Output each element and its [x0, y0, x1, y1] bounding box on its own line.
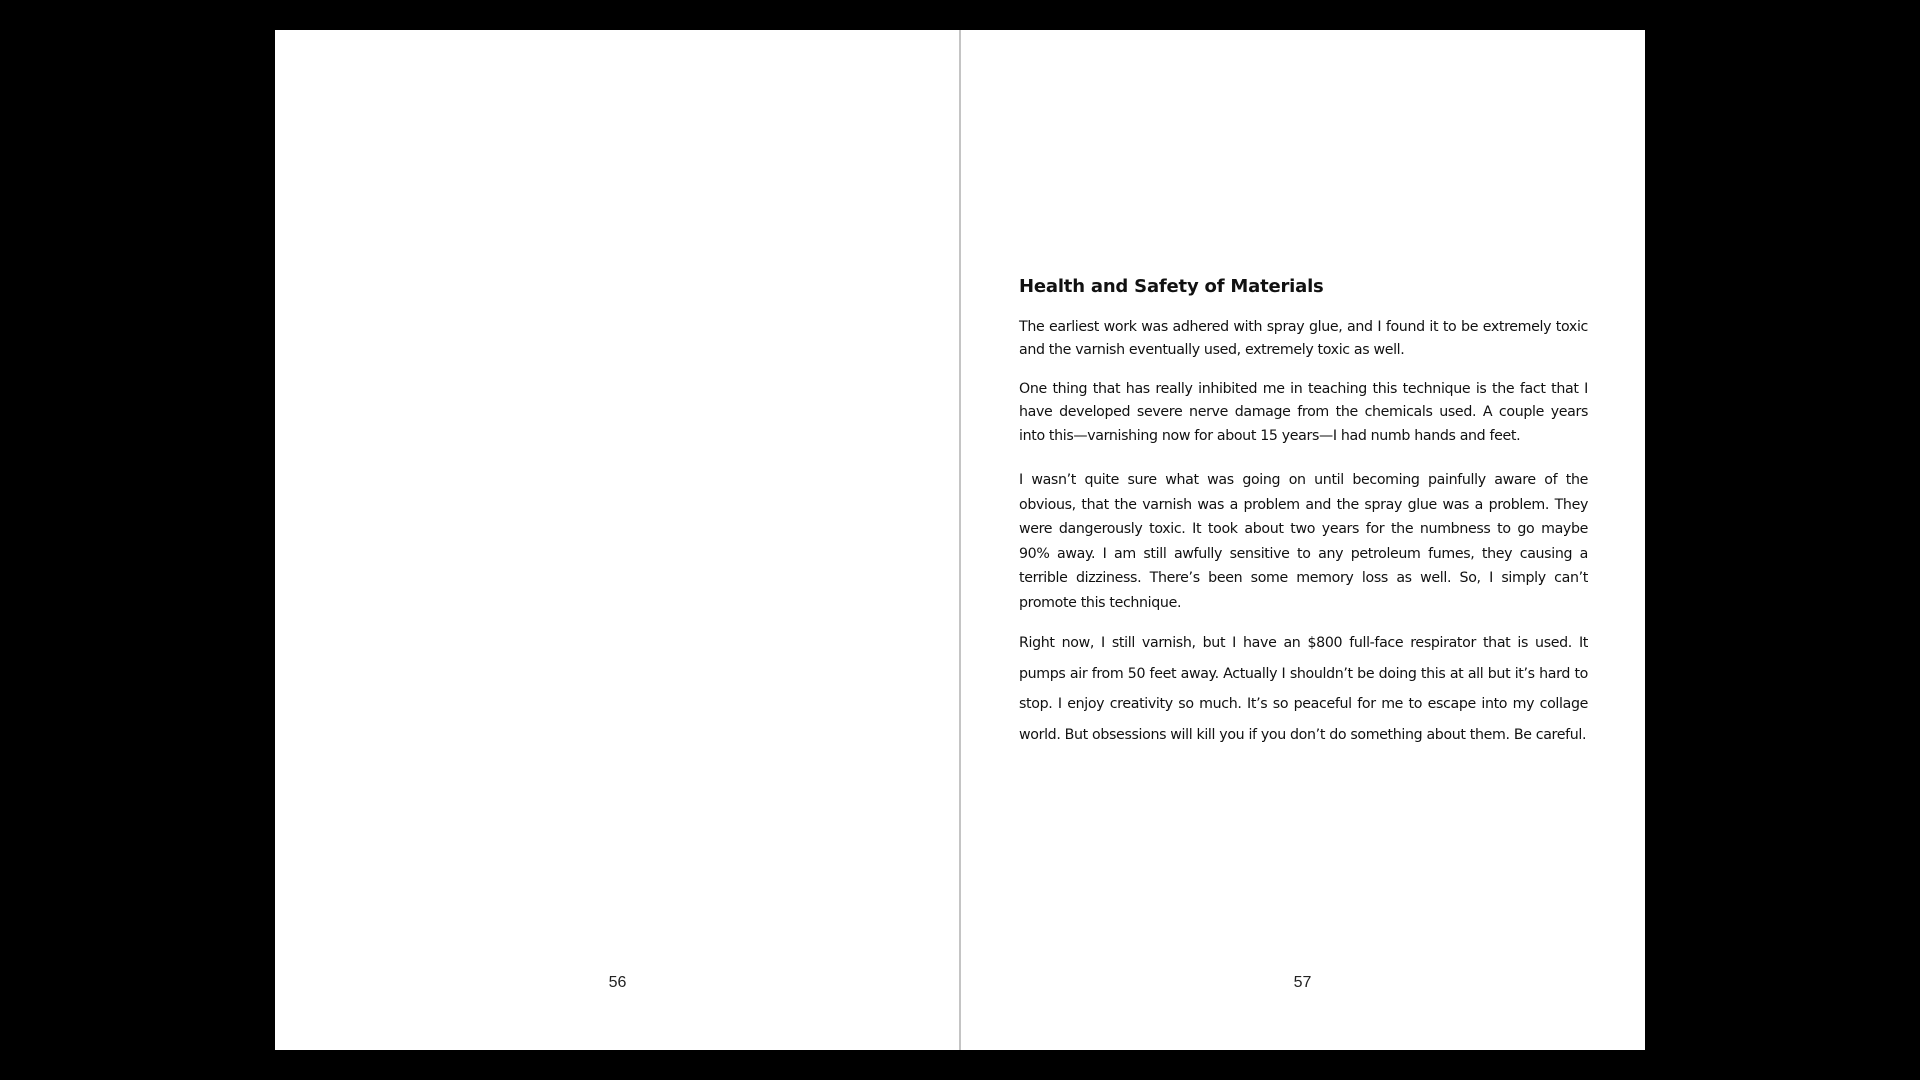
page-number-right: 57: [1293, 974, 1312, 991]
paragraph: Right now, I still varnish, but I have an $800 full-face respirator that is used. It pumps air from 50 feet away. Actually I shouldn’t be doing this at all but it’s hard to stop. I enjoy creativity so much. It’s so peaceful for me to escape into my collage world. But obsessions will kill you if you don’t do something about them. Be careful.: [1019, 635, 1588, 743]
paragraph: The earliest work was adhered with spray glue, and I found it to be extremely toxic and the varnish eventually used, extremely toxic as well.: [1019, 319, 1588, 359]
left-page: [275, 30, 960, 1050]
page-number-left: 56: [608, 974, 627, 991]
right-page: [960, 30, 1645, 1050]
paragraph: I wasn’t quite sure what was going on until becoming painfully aware of the obvious, that the varnish was a problem and the spray glue was a problem. They were dangerously toxic. It took about two years for the numbness to go maybe 90% away. I am still awfully sensitive to any petroleum fumes, they causing a terrible dizziness. There’s been some memory loss as well. So, I simply can’t promote this technique.: [1019, 472, 1588, 611]
paragraph: One thing that has really inhibited me in teaching this technique is the fact that I have developed severe nerve damage from the chemicals used. A couple years into this—varnishing now for about 15 years—I had numb hands and feet.: [1019, 380, 1588, 444]
section-heading: Health and Safety of Materials: [1019, 276, 1324, 297]
page-content: [1019, 272, 1588, 765]
book-spread: [275, 30, 1645, 1050]
